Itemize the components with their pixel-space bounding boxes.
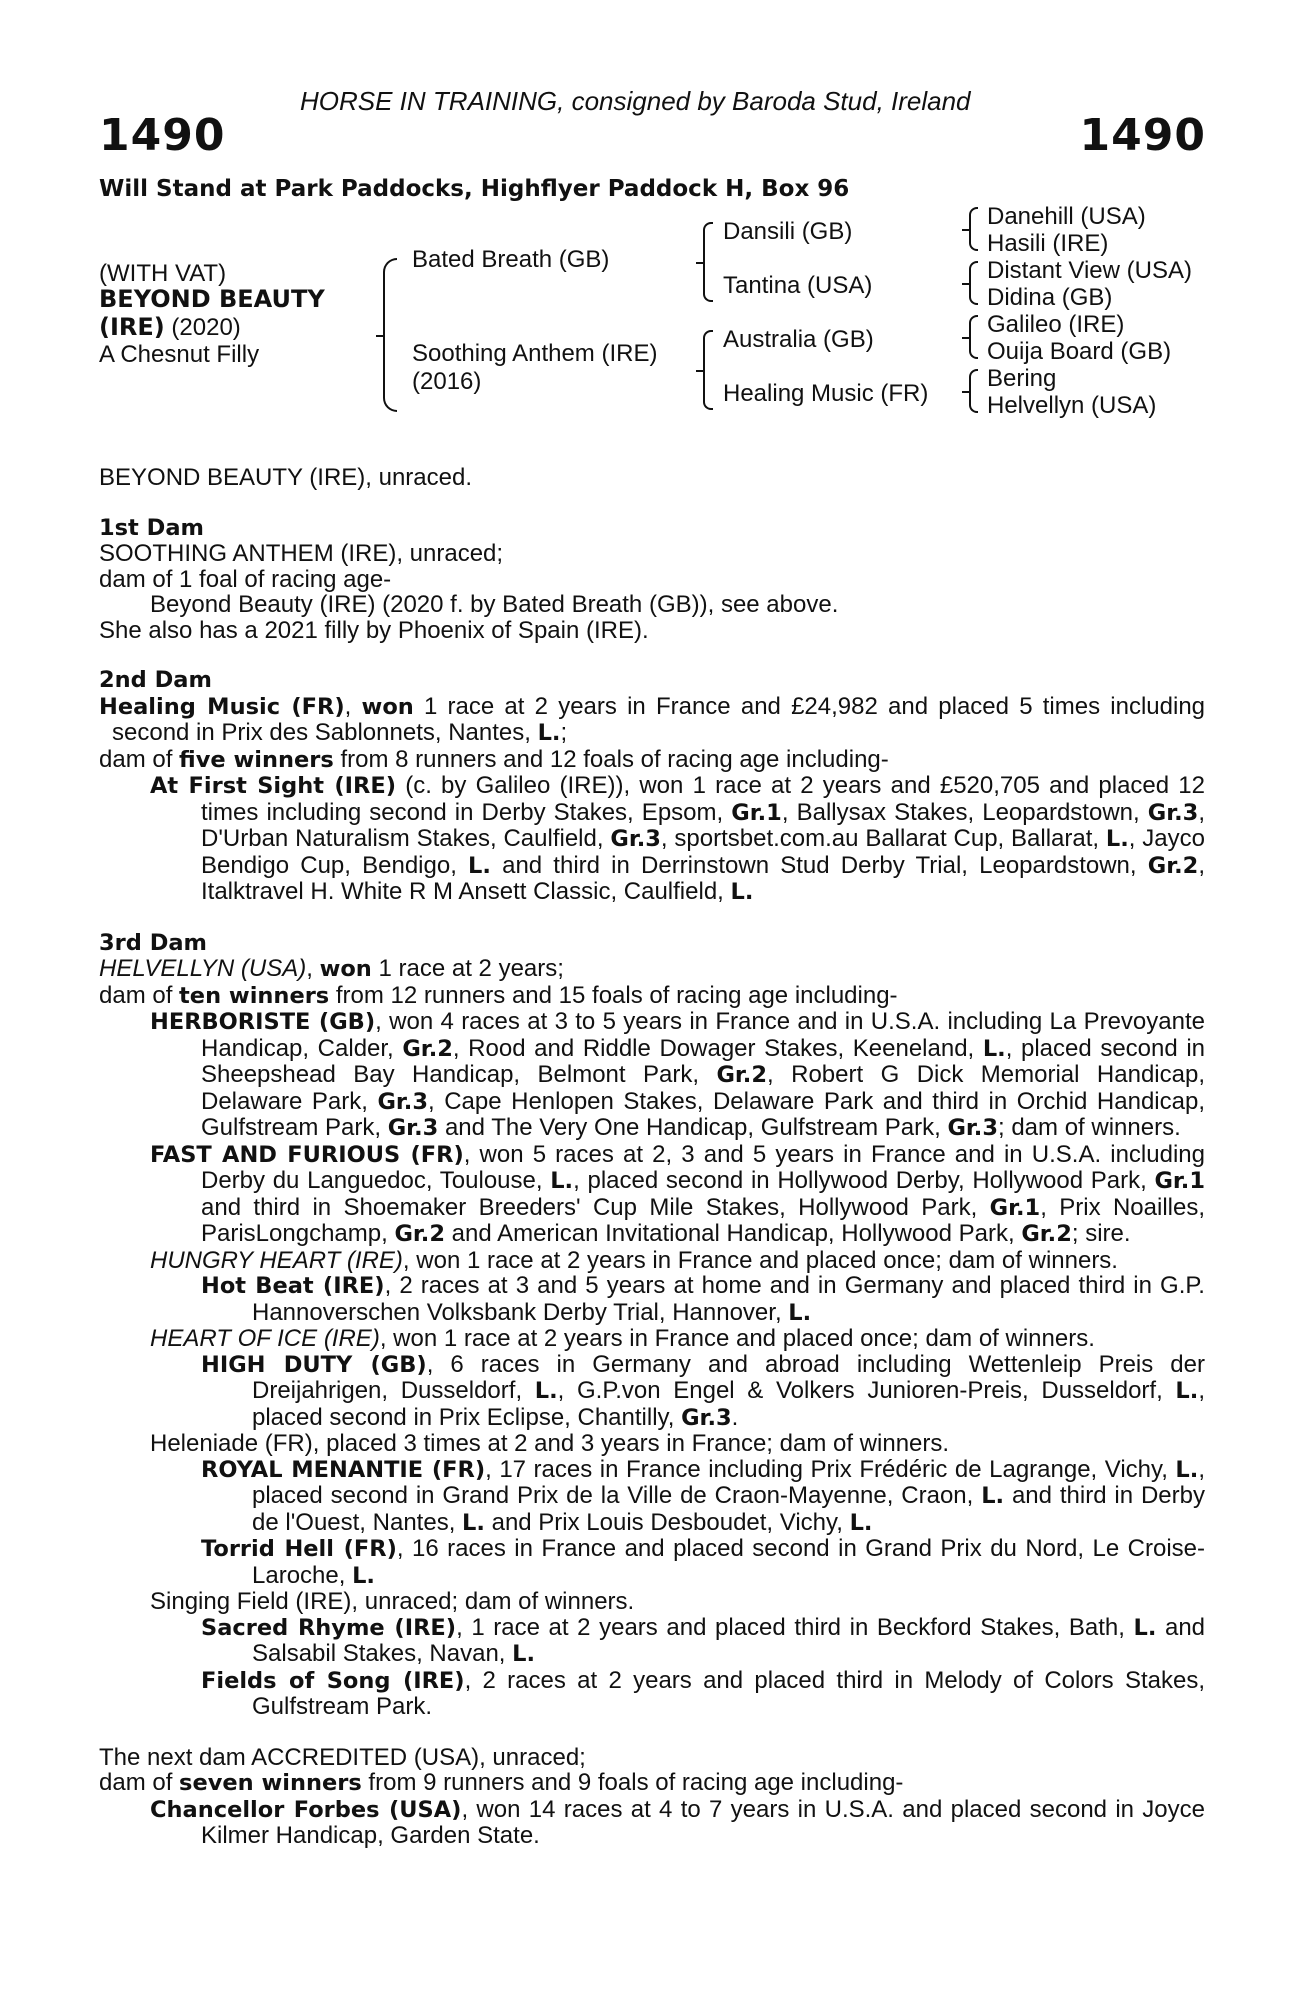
second-dam-heading: 2nd Dam	[99, 667, 212, 693]
horse-name: BEYOND BEAUTY	[99, 285, 325, 313]
next-dam-line: The next dam ACCREDITED (USA), unraced;	[99, 1743, 586, 1771]
sacred-rhyme-entry: Sacred Rhyme (IRE), 1 race at 2 years and placed third in Beckford Stakes, Bath, L. and Salsabil Stakes, Navan, L.	[201, 1613, 1206, 1667]
gen4-4: Didina (GB)	[987, 284, 1113, 311]
chancellor-forbes-entry: Chancellor Forbes (USA), won 14 races at 4 to 7 years in U.S.A. and placed second in Joyce Kilmer Handicap, Garden State.	[150, 1795, 1206, 1849]
gen4-6: Ouija Board (GB)	[987, 338, 1172, 365]
dam-brace	[703, 330, 713, 410]
sire-dam: Tantina (USA)	[723, 272, 873, 299]
catalogue-body	[99, 465, 1205, 1849]
gen4-5: Galileo (IRE)	[987, 311, 1125, 338]
first-dam-produce: dam of 1 foal of racing age-	[99, 565, 392, 593]
gen4-3: Distant View (USA)	[987, 257, 1192, 284]
lot-number-right: 1490	[1079, 110, 1206, 161]
gen4-1: Danehill (USA)	[987, 203, 1146, 230]
first-dam-heading: 1st Dam	[99, 514, 204, 541]
herboriste-entry: HERBORISTE (GB), won 4 races at 3 to 5 years in France and in U.S.A. including La Prevoyante Handicap, Calder, Gr.2, Rood and Riddle Dowager Stakes, Keeneland, L., placed second in Sheepshead Bay Handicap, Belmont Park, Gr.2, Robert G Dick Memorial Handicap, Delaware Park, Gr.3, Cape Henlopen Stakes, Delaware Park and third in Orchid Handicap, Gulfstream Park, Gr.3 and The Very One Handicap, Gulfstream Park, Gr.3; dam of winners.	[150, 1008, 1206, 1141]
at-first-sight-entry: At First Sight (IRE) (c. by Galileo (IRE)), won 1 race at 2 years and £520,705 and placed 12 times including second in Derby Stakes, Epsom, Gr.1, Ballysax Stakes, Leopardstown, Gr.3, D'Urban Naturalism Stakes, Caulfield, Gr.3, sportsbet.com.au Ballarat Cup, Ballarat, L., Jayco Bendigo Cup, Bendigo, L. and third in Derrinstown Stud Derby Trial, Leopardstown, Gr.2, Italktravel H. White R M Ansett Classic, Caulfield, L.	[150, 772, 1205, 905]
hot-beat-entry: Hot Beat (IRE), 2 races at 3 and 5 years at home and in Germany and placed third in G.P. Hannoverschen Volksbank Derby Trial, Hannover, L.	[201, 1272, 1205, 1326]
sire-sire: Dansili (GB)	[723, 218, 853, 245]
sire: Bated Breath (GB)	[412, 246, 610, 273]
gen4-2: Hasili (IRE)	[987, 230, 1109, 257]
next-dam-produce: dam of seven winners from 9 runners and 9 foals of racing age including-	[99, 1769, 904, 1796]
dam-dam: Healing Music (FR)	[723, 380, 929, 407]
horse-year: (2020)	[164, 314, 241, 341]
consignment-line: HORSE IN TRAINING, consigned by Baroda Stud, Ireland	[300, 86, 971, 116]
stand-location: Will Stand at Park Paddocks, Highflyer Paddock H, Box 96	[99, 176, 850, 202]
fast-and-furious-entry: FAST AND FURIOUS (FR), won 5 races at 2, 3 and 5 years in France and in U.S.A. including Derby du Languedoc, Toulouse, L., placed second in Hollywood Derby, Hollywood Park, Gr.1 and third in Shoemaker Breeders' Cup Mile Stakes, Hollywood Park, Gr.1, Prix Noailles, ParisLongchamp, Gr.2 and American Invitational Handicap, Hollywood Park, Gr.2; sire.	[150, 1140, 1206, 1247]
heleniade-entry: Heleniade (FR), placed 3 times at 2 and 3 years in France; dam of winners.	[150, 1430, 950, 1457]
gen4-7: Bering	[987, 365, 1057, 392]
heart-of-ice-entry: HEART OF ICE (IRE), won 1 race at 2 years in France and placed once; dam of winners.	[150, 1325, 1095, 1352]
lot-number-left: 1490	[99, 110, 226, 161]
gen4-brace-3	[969, 315, 978, 359]
gen4-8: Helvellyn (USA)	[987, 392, 1157, 419]
hungry-heart-entry: HUNGRY HEART (IRE), won 1 race at 2 years in France and placed once; dam of winners.	[150, 1246, 1118, 1274]
torrid-hell-entry: Torrid Hell (FR), 16 races in France and placed second in Grand Prix du Nord, Le Croise-Laroche, L.	[201, 1535, 1205, 1589]
gen4-brace-1	[969, 207, 978, 251]
first-dam-line: SOOTHING ANTHEM (IRE), unraced;	[99, 540, 504, 567]
pedigree-brace	[383, 258, 397, 412]
dam-sire: Australia (GB)	[723, 326, 874, 353]
horse-name-line2: (IRE) (2020)	[99, 313, 241, 341]
gen4-brace-2	[969, 261, 978, 305]
royal-menantie-entry: ROYAL MENANTIE (FR), 17 races in France including Prix Frédéric de Lagrange, Vichy, L., placed second in Grand Prix de la Ville de Craon-Mayenne, Craon, L. and third in Derby de l'Ouest, Nantes, L. and Prix Louis Desboudet, Vichy, L.	[201, 1455, 1205, 1536]
horse-description: A Chesnut Filly	[99, 341, 260, 368]
high-duty-entry: HIGH DUTY (GB), 6 races in Germany and abroad including Wettenleip Preis der Dreijahrigen, Dusseldorf, L., G.P.von Engel & Volkers Junioren-Preis, Dusseldorf, L., placed second in Prix Eclipse, Chantilly, Gr.3.	[201, 1350, 1205, 1431]
second-dam-produce: dam of five winners from 8 runners and 12 foals of racing age including-	[99, 745, 889, 773]
first-dam-foal: Beyond Beauty (IRE) (2020 f. by Bated Breath (GB)), see above.	[150, 591, 839, 618]
intro-line: BEYOND BEAUTY (IRE), unraced.	[99, 464, 473, 491]
third-dam-produce: dam of ten winners from 12 runners and 15 foals of racing age including-	[99, 981, 898, 1009]
first-dam-note: She also has a 2021 filly by Phoenix of Spain (IRE).	[99, 616, 649, 644]
third-dam-heading: 3rd Dam	[99, 929, 207, 956]
fields-of-song-entry: Fields of Song (IRE), 2 races at 2 years and placed third in Melody of Colors Stakes, Gulfstream Park.	[201, 1666, 1205, 1720]
third-dam-entry: HELVELLYN (USA), won 1 race at 2 years;	[99, 955, 564, 982]
dam: Soothing Anthem (IRE)	[412, 340, 658, 367]
gen4-brace-4	[969, 369, 978, 413]
vat-note: (WITH VAT)	[99, 260, 227, 287]
dam-year: (2016)	[412, 368, 482, 395]
singing-field-entry: Singing Field (IRE), unraced; dam of winners.	[150, 1588, 635, 1615]
second-dam-entry: Healing Music (FR), won 1 race at 2 years in France and £24,982 and placed 5 times including second in Prix des Sablonnets, Nantes, L.;	[99, 692, 1206, 746]
sire-brace	[703, 222, 713, 302]
